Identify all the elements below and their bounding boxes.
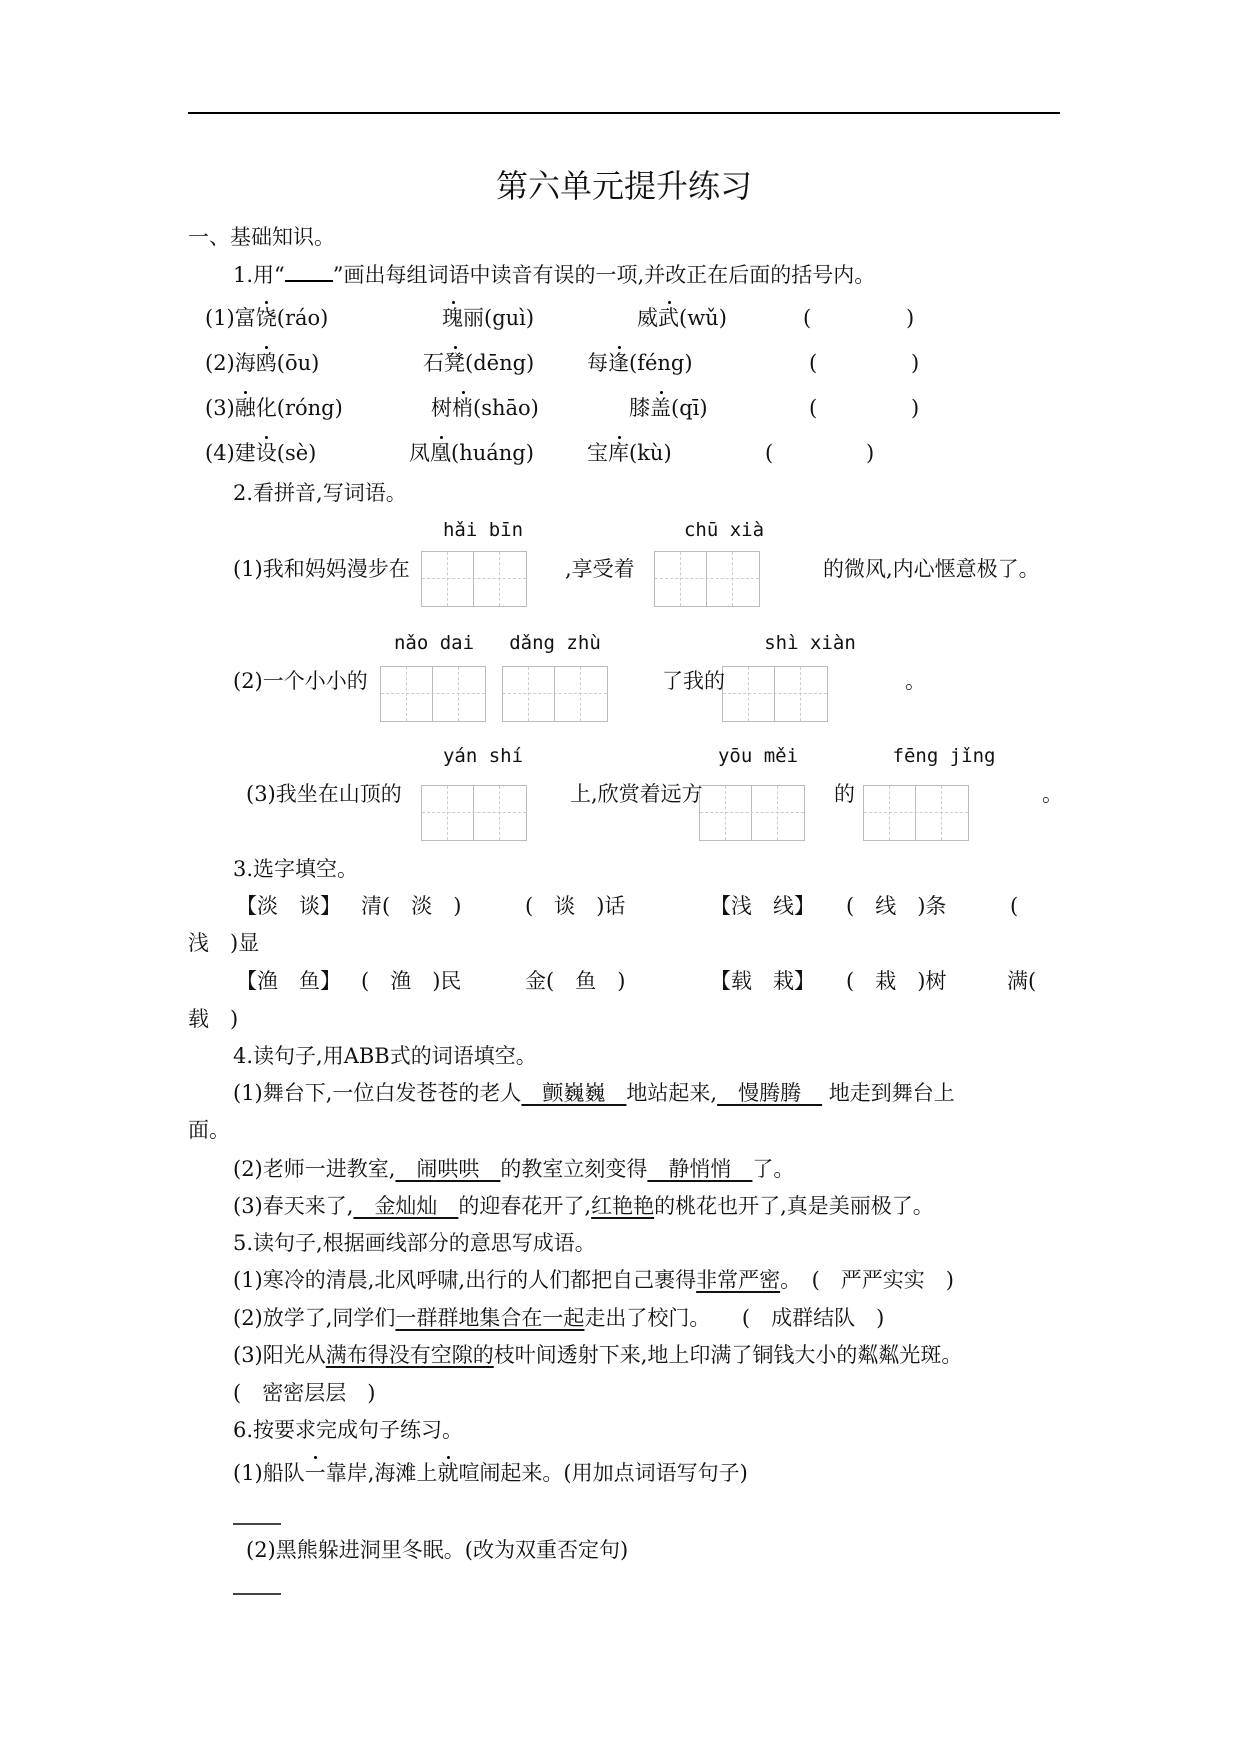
dotted-char: 一 (304, 1461, 326, 1485)
answer-paren-open: ( (765, 441, 774, 465)
pinyin: (ráo) (276, 306, 329, 330)
underlined: 非常严密 (696, 1268, 781, 1292)
dotted-char: 凳 (444, 351, 465, 375)
item-number: (2) (205, 351, 235, 375)
q1-prompt-b: ”画出每组词语中读音有误的一项,并改正在后面的括号内。 (332, 263, 876, 287)
pinyin: (sè) (276, 441, 317, 465)
char: 膝 (629, 396, 650, 420)
answer-paren-open: ( (809, 396, 818, 420)
q1-prompt-a: 1.用“ (233, 263, 285, 287)
char: 树 (431, 396, 452, 420)
item-number: (1) (205, 306, 235, 330)
q3-options: 【载 栽】 (710, 969, 815, 993)
q3-fill: 载 ) (188, 1007, 239, 1031)
answer-paren-close: ) (866, 441, 875, 465)
pinyin: (shāo) (473, 396, 539, 420)
q2-s3-a: (3)我坐在山顶的 (246, 782, 402, 806)
q4-s1b: 面。 (188, 1118, 230, 1142)
underlined: 满布得没有空隙的 (325, 1343, 494, 1367)
answer-line[interactable] (233, 1593, 281, 1595)
text: 靠岸,海滩上 (325, 1461, 438, 1485)
page-title: 第六单元提升练习 (495, 167, 752, 205)
pinyin: (guì) (484, 306, 535, 330)
text: (3)阳光从 (233, 1343, 326, 1367)
q5-prompt: 5.读句子,根据画线部分的意思写成语。 (233, 1231, 596, 1255)
text: (1)寒冷的清晨,北风呼啸,出行的人们都把自己裹得 (233, 1268, 697, 1292)
pinyin: yōu měi (717, 745, 799, 767)
dotted-char: 凰 (430, 441, 451, 465)
pinyin: dǎng zhù (509, 632, 601, 654)
pinyin: chū xià (683, 519, 765, 541)
dotted-char: 瑰 (442, 306, 463, 330)
q2-s2-c: 。 (905, 669, 926, 693)
q4-s2 (233, 1157, 794, 1181)
answer-paren-close: ) (911, 396, 920, 420)
q5-s3 (233, 1343, 962, 1367)
pinyin: (dēng) (465, 351, 535, 375)
q3-fill: ( 渔 )民 (361, 969, 462, 993)
writing-box[interactable] (380, 666, 486, 722)
text: (3)春天来了, (233, 1194, 354, 1218)
text: 的教室立刻变得 (500, 1157, 648, 1181)
writing-box[interactable] (863, 785, 969, 841)
pinyin: (qī) (671, 396, 708, 420)
pinyin: fēng jǐng (892, 745, 996, 767)
pinyin: nǎo dai (393, 632, 475, 654)
char: 凤 (409, 441, 430, 465)
writing-box[interactable] (654, 551, 760, 607)
text: (2)老师一进教室, (233, 1157, 396, 1181)
dotted-char: 武 (658, 306, 679, 330)
dotted-char: 就 (437, 1461, 459, 1485)
q2-s1-b: ,享受着 (565, 557, 635, 581)
q1-word (431, 396, 539, 420)
pinyin: shì xiàn (764, 632, 856, 654)
pinyin: (wǔ) (679, 306, 727, 330)
dotted-char: 设 (255, 441, 277, 465)
dotted-char: 逢 (608, 351, 629, 375)
pinyin: (féng) (629, 351, 693, 375)
answer-paren-open: ( (809, 351, 818, 375)
char: 海 (234, 351, 256, 375)
answer: 慢腾腾 (717, 1081, 823, 1105)
q4-s1 (233, 1081, 955, 1105)
q1-item (205, 351, 319, 375)
q2-s2-b: 了我的 (662, 669, 725, 693)
char: 富 (234, 306, 256, 330)
q2-s3-c: 的 (834, 782, 855, 806)
q3-prompt: 3.选字填空。 (233, 857, 359, 881)
section-heading: 一、基础知识。 (188, 225, 335, 249)
q2-s1-c: 的微风,内心惬意极了。 (823, 557, 1040, 581)
q4-prompt: 4.读句子,用ABB式的词语填空。 (233, 1044, 537, 1068)
char: 每 (587, 351, 608, 375)
q3-fill: ( 线 )条 (846, 894, 947, 918)
q3-fill: ( 栽 )树 (846, 969, 947, 993)
writing-box[interactable] (502, 666, 608, 722)
pinyin: yán shí (442, 745, 524, 767)
text: 了。 (752, 1157, 795, 1181)
answer: 。 ( 严严实实 ) (780, 1268, 954, 1292)
q5-s1 (233, 1268, 954, 1292)
q5-s2 (233, 1306, 884, 1330)
q2-prompt: 2.看拼音,写词语。 (233, 481, 407, 505)
q3-fill: ( 谈 )话 (525, 894, 626, 918)
q1-word (587, 441, 672, 465)
char: 威 (637, 306, 658, 330)
q1-item (205, 441, 316, 465)
writing-box[interactable] (699, 785, 805, 841)
char: 建 (234, 441, 256, 465)
text: 地站起来, (626, 1081, 718, 1105)
q3-options: 【渔 鱼】 (236, 969, 341, 993)
q1-word (409, 441, 534, 465)
answer: 走出了校门。 ( 成群结队 ) (584, 1306, 885, 1330)
char: 宝 (587, 441, 608, 465)
underline-sample (285, 262, 333, 282)
text: 的桃花也开了,真是美丽极了。 (654, 1194, 934, 1218)
q1-item (205, 396, 343, 420)
q3-fill: 浅 )显 (188, 931, 260, 955)
char: 石 (423, 351, 444, 375)
dotted-char: 鸥 (255, 351, 277, 375)
pinyin: (ōu) (276, 351, 320, 375)
answer: 静悄悄 (647, 1157, 753, 1181)
q3-options: 【淡 谈】 (236, 894, 341, 918)
dotted-char: 融 (234, 396, 256, 420)
q3-options: 【浅 线】 (710, 894, 815, 918)
q3-fill: 满( (1007, 969, 1037, 993)
q2-s2-a: (2)一个小小的 (233, 669, 368, 693)
dotted-char: 库 (608, 441, 629, 465)
answer-paren-close: ) (906, 306, 915, 330)
q6-s1 (233, 1461, 748, 1485)
q4-s3 (233, 1194, 934, 1218)
underlined: 一群群地集合在一起 (395, 1306, 585, 1330)
text: 红艳艳 (591, 1194, 655, 1218)
answer: 闹哄哄 (395, 1157, 501, 1181)
pinyin: (huáng) (451, 441, 534, 465)
q1-item (205, 306, 328, 330)
dotted-char: 盖 (650, 396, 671, 420)
char: 化 (255, 396, 277, 420)
text: (1)船队 (233, 1461, 305, 1485)
answer-line[interactable] (233, 1523, 281, 1525)
char: 丽 (463, 306, 484, 330)
q1-prompt (233, 262, 875, 287)
q2-s3-b: 上,欣赏着远方 (570, 782, 703, 806)
writing-box[interactable] (421, 785, 527, 841)
q1-word (587, 351, 693, 375)
q5-s3-answer: ( 密密层层 ) (233, 1381, 376, 1405)
writing-box[interactable] (421, 551, 527, 607)
q1-word (442, 306, 534, 330)
q1-word (423, 351, 534, 375)
text: 地走到舞台上 (822, 1081, 955, 1105)
pinyin: hǎi bīn (442, 519, 524, 541)
writing-box[interactable] (722, 666, 828, 722)
q3-fill: 金( 鱼 ) (525, 969, 626, 993)
text: 的迎春花开了, (458, 1194, 592, 1218)
answer-paren-close: ) (911, 351, 920, 375)
dotted-char: 饶 (255, 306, 277, 330)
item-number: (3) (205, 396, 235, 420)
text: 枝叶间透射下来,地上印满了铜钱大小的粼粼光斑。 (493, 1343, 963, 1367)
pinyin: (kù) (629, 441, 672, 465)
q2-s3-d: 。 (1042, 782, 1063, 806)
header-rule (188, 112, 1060, 114)
answer: 金灿灿 (353, 1194, 459, 1218)
q6-s2: (2)黑熊躲进洞里冬眠。(改为双重否定句) (246, 1538, 629, 1562)
q3-fill: 清( 淡 ) (361, 894, 462, 918)
answer-paren-open: ( (803, 306, 812, 330)
text: 喧闹起来。(用加点词语写句子) (458, 1461, 748, 1485)
q2-s1-a: (1)我和妈妈漫步在 (233, 557, 410, 581)
q3-fill: ( (1010, 894, 1019, 918)
pinyin: (róng) (276, 396, 343, 420)
text: (2)放学了,同学们 (233, 1306, 396, 1330)
item-number: (4) (205, 441, 235, 465)
dotted-char: 梢 (452, 396, 473, 420)
q1-word (637, 306, 727, 330)
answer: 颤巍巍 (521, 1081, 627, 1105)
q1-word (629, 396, 708, 420)
text: (1)舞台下,一位白发苍苍的老人 (233, 1081, 522, 1105)
q6-prompt: 6.按要求完成句子练习。 (233, 1418, 464, 1442)
